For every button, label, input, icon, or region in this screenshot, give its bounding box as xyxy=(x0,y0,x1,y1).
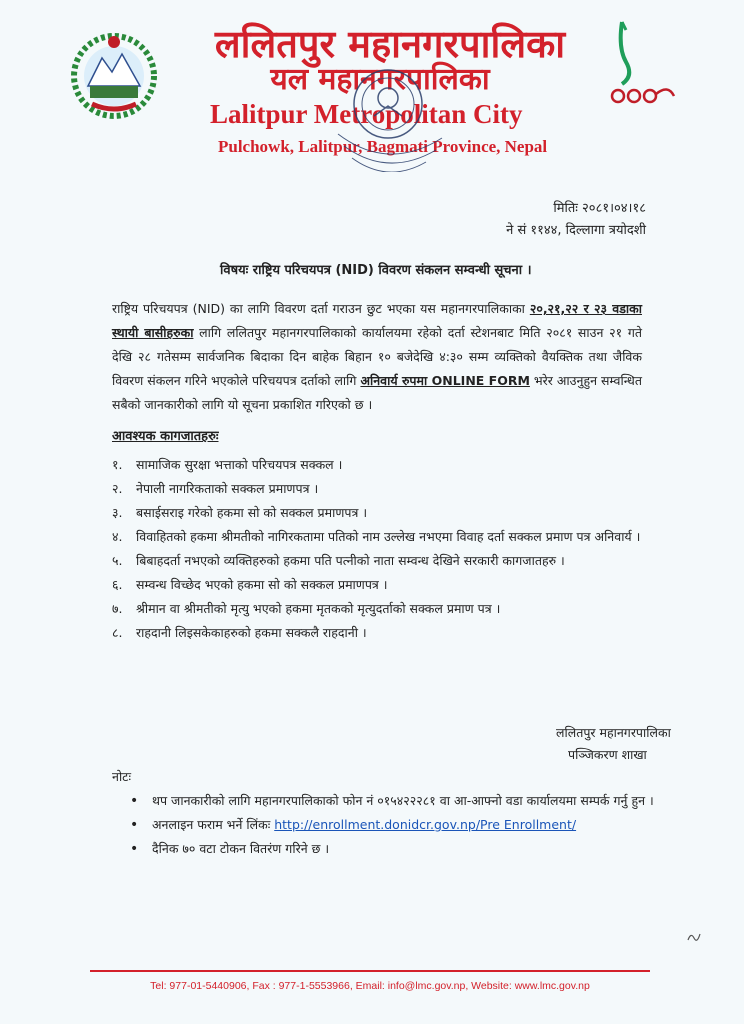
item-text: बसाईसराइ गरेको हकमा सो को सक्कल प्रमाणपत्र । xyxy=(136,505,368,520)
signature-office: ललितपुर महानगरपालिका xyxy=(556,725,671,740)
item-number: १. xyxy=(112,457,123,472)
list-item xyxy=(130,814,670,836)
address-english: Pulchowk, Lalitpur, Bagmati Province, Nepal xyxy=(218,137,548,156)
note-contact: थप जानकारीको लागि महानगरपालिकाको फोन नं ०१५४२२२८१ वा आ-आफ्नो वडा कार्यालयमा सम्पर्क गर्नु हुन । xyxy=(152,793,654,808)
item-number: ५. xyxy=(112,553,123,568)
list-item xyxy=(112,525,657,549)
item-text: श्रीमान वा श्रीमतीको मृत्यु भएको हकमा मृतकको मृत्युदर्ताको सक्कल प्रमाण पत्र । xyxy=(136,601,501,616)
body-part-3: भरेर आउनुहुन सम्वन्धित सबैको जानकारीको लागि यो सूचना प्रकाशित गरिएको छ । xyxy=(112,373,642,412)
list-item xyxy=(130,838,670,860)
reference-line: ने सं ११४४, दिल्लागा त्रयोदशी xyxy=(506,223,646,238)
list-item xyxy=(112,549,657,573)
requirements-heading: आवश्यक कागजातहरुः xyxy=(112,429,219,444)
list-item xyxy=(112,597,657,621)
body-part-2: लागि ललितपुर महानगरपालिकाको कार्यालयमा रहेको दर्ता स्टेशनबाट मिति २०८१ साउन २१ गते देखि २८ गतेसम्म सार्वजनिक बिदाका दिन बाहेक बिहान १० बजेदेखि ४:३० सम्म व्यक्तिको वैयक्तिक तथा जैविक विवरण संकलन गरिने भएकोले परिचयपत्र दर्ताको लागि xyxy=(112,325,642,388)
list-item xyxy=(112,453,657,477)
item-text: राहदानी लिइसकेकाहरुको हकमा सक्कलै राहदानी । xyxy=(136,625,367,640)
body-emphasis-wards: २०,२१,२२ र २३ वडाका स्थायी बासीहरुका xyxy=(112,301,642,340)
note-token: दैनिक ७० वटा टोकन वितरंण गरिने छ । xyxy=(152,841,330,856)
item-text: सामाजिक सुरक्षा भत्ताको परिचयपत्र सक्कल । xyxy=(136,457,343,472)
list-item xyxy=(112,501,657,525)
notes-list xyxy=(130,790,670,862)
item-text: नेपाली नागरिकताको सक्कल प्रमाणपत्र । xyxy=(136,481,319,496)
bullet-icon: • xyxy=(130,793,139,809)
nepal-emblem-icon xyxy=(70,30,158,122)
bullet-icon: • xyxy=(130,841,139,857)
title-nepali-newari: यल महानगरपालिका xyxy=(270,62,490,97)
list-item xyxy=(112,573,657,597)
item-number: ४. xyxy=(112,529,123,544)
title-english: Lalitpur Metropolitan City xyxy=(210,99,523,129)
item-text: विवाहितको हकमा श्रीमतीको नागिरकतामा पतिको नाम उल्लेख नभएमा विवाह दर्ता सक्कल प्रमाण पत्र अनिवार्य । xyxy=(136,529,641,544)
footer-divider xyxy=(90,970,650,972)
subject-line: विषयः राष्ट्रिय परिचयपत्र (NID) विवरण संकलन सम्वन्धी सूचना । xyxy=(220,263,532,278)
body-emphasis-online-form: अनिवार्य रुपमा ONLINE FORM xyxy=(360,373,530,388)
item-number: ३. xyxy=(112,505,123,520)
item-text: बिबाहदर्ता नभएको व्यक्तिहरुको हकमा पति पत्नीको नाता सम्वन्ध देखिने सरकारी कागजातहरु । xyxy=(136,553,565,568)
office-stamp-icon xyxy=(318,54,458,172)
list-item xyxy=(112,621,657,645)
item-number: ६. xyxy=(112,577,123,592)
body-paragraph xyxy=(112,297,642,417)
note-label: नोटः xyxy=(112,769,132,784)
list-item xyxy=(112,477,657,501)
bullet-icon: • xyxy=(130,817,139,833)
title-nepali: ललितपुर महानगरपालिका xyxy=(214,22,566,66)
item-number: ७. xyxy=(112,601,123,616)
date-line: मितिः २०८१।०४।१८ xyxy=(553,201,646,216)
ink-mark-icon xyxy=(686,930,702,944)
item-text: सम्वन्ध विच्छेद भएको हकमा सो को सक्कल प्रमाणपत्र । xyxy=(136,577,388,592)
note-link-prefix: अनलाइन फराम भर्ने लिंकः xyxy=(152,817,271,832)
lmc-logo-icon xyxy=(608,18,678,104)
body-part-1: राष्ट्रिय परिचयपत्र (NID) का लागि विवरण दर्ता गराउन छुट भएका यस महानगरपालिकाका xyxy=(112,301,530,316)
signature-block xyxy=(556,722,716,766)
item-number: २. xyxy=(112,481,123,496)
signature-department: पञ्जिकरण शाखा xyxy=(568,747,647,762)
footer-contact: Tel: 977-01-5440906, Fax : 977-1-5553966, Email: info@lmc.gov.np, Website: www.lmc.gov.np xyxy=(150,980,590,992)
list-item xyxy=(130,790,670,812)
enrollment-link[interactable]: http://enrollment.donidcr.gov.np/Pre Enrollment/ xyxy=(274,817,577,832)
requirements-list xyxy=(112,453,657,645)
item-number: ८. xyxy=(112,625,123,640)
